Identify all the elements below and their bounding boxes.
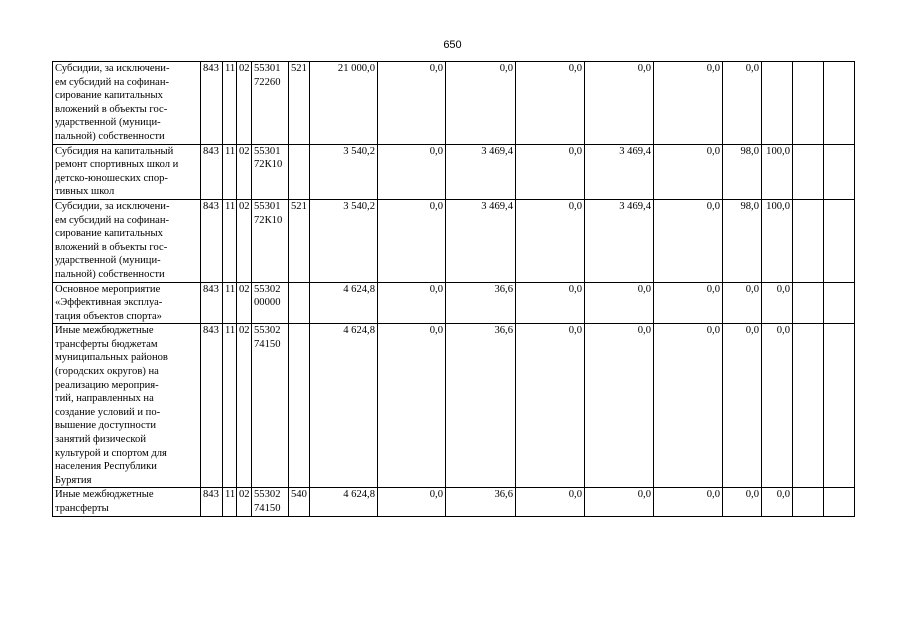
value-cell-3: 36,6 xyxy=(446,282,516,324)
row-name-cell xyxy=(53,144,201,199)
row-name-cell xyxy=(53,324,201,488)
row-name-line: «Эффективная эксплуа- xyxy=(55,297,163,309)
section-code-cell: 11 xyxy=(223,488,237,516)
value-cell-6: 0,0 xyxy=(654,62,723,145)
row-name-line: трансферты xyxy=(55,503,109,514)
value-cell-6: 0,0 xyxy=(654,199,723,282)
value-cell-6: 0,0 xyxy=(654,144,723,199)
value-cell-2: 0,0 xyxy=(378,144,446,199)
value-cell-1: 21 000,0 xyxy=(310,62,378,145)
empty-cell xyxy=(793,62,824,145)
row-name-line: Субсидия на капитальный xyxy=(55,145,174,157)
value-cell-1: 4 624,8 xyxy=(310,282,378,324)
budget-table xyxy=(52,61,855,517)
value-cell-7: 98,0 xyxy=(723,199,762,282)
value-cell-8: 0,0 xyxy=(762,282,793,324)
value-cell-4: 0,0 xyxy=(516,144,585,199)
target-article-code-line: 55301 xyxy=(254,200,281,212)
target-article-code-line: 74150 xyxy=(254,503,281,514)
target-article-code-cell xyxy=(252,62,289,145)
row-name-line: сирование капитальных xyxy=(55,90,163,102)
empty-cell xyxy=(793,282,824,324)
subsection-code-cell: 02 xyxy=(237,488,252,516)
target-article-code-line: 55301 xyxy=(254,63,281,74)
value-cell-1: 4 624,8 xyxy=(310,324,378,488)
value-cell-7: 0,0 xyxy=(723,324,762,488)
value-cell-5: 0,0 xyxy=(585,282,654,324)
value-cell-4: 0,0 xyxy=(516,62,585,145)
expense-type-cell xyxy=(289,324,310,488)
value-cell-3: 3 469,4 xyxy=(446,199,516,282)
row-name-line: детско-юношеских спор- xyxy=(55,172,168,184)
grbs-code-cell: 843 xyxy=(201,144,223,199)
expense-type-cell xyxy=(289,282,310,324)
section-code-cell: 11 xyxy=(223,62,237,145)
target-article-code-cell xyxy=(252,144,289,199)
subsection-code-cell: 02 xyxy=(237,282,252,324)
value-cell-1: 3 540,2 xyxy=(310,199,378,282)
target-article-code-line: 72К10 xyxy=(254,214,283,226)
row-name-line: Иные межбюджетные xyxy=(55,325,154,337)
grbs-code-cell: 843 xyxy=(201,282,223,324)
row-name-cell xyxy=(53,62,201,145)
section-code-cell: 11 xyxy=(223,282,237,324)
row-name-line: Иные межбюджетные xyxy=(55,489,154,501)
value-cell-2: 0,0 xyxy=(378,199,446,282)
row-name-line: ремонт спортивных школ и xyxy=(55,159,179,171)
empty-cell xyxy=(824,199,855,282)
value-cell-4: 0,0 xyxy=(516,488,585,516)
expense-type-cell: 521 xyxy=(289,199,310,282)
row-name-line: занятий физической xyxy=(55,434,147,446)
row-name-cell xyxy=(53,282,201,324)
value-cell-7: 0,0 xyxy=(723,488,762,516)
target-article-code-cell xyxy=(252,199,289,282)
value-cell-8: 100,0 xyxy=(762,199,793,282)
value-cell-7: 0,0 xyxy=(723,282,762,324)
empty-cell xyxy=(824,144,855,199)
grbs-code-cell: 843 xyxy=(201,488,223,516)
target-article-code-line: 00000 xyxy=(254,297,281,309)
target-article-code-line: 55301 xyxy=(254,145,281,157)
row-name-line: тивных школ xyxy=(55,186,115,198)
table-row xyxy=(53,324,855,488)
empty-cell xyxy=(793,324,824,488)
row-name-cell xyxy=(53,199,201,282)
row-name-line: Субсидии, за исключени- xyxy=(55,63,170,74)
value-cell-8 xyxy=(762,62,793,145)
row-name-line: ударственной (муници- xyxy=(55,117,161,129)
subsection-code-cell: 02 xyxy=(237,324,252,488)
value-cell-6: 0,0 xyxy=(654,324,723,488)
target-article-code-cell xyxy=(252,324,289,488)
subsection-code-cell: 02 xyxy=(237,144,252,199)
target-article-code-line: 72К10 xyxy=(254,159,283,171)
value-cell-3: 36,6 xyxy=(446,488,516,516)
table-row xyxy=(53,62,855,145)
subsection-code-cell: 02 xyxy=(237,62,252,145)
value-cell-2: 0,0 xyxy=(378,324,446,488)
empty-cell xyxy=(824,324,855,488)
value-cell-4: 0,0 xyxy=(516,282,585,324)
target-article-code-line: 55302 xyxy=(254,283,281,295)
row-name-line: трансферты бюджетам xyxy=(55,338,158,350)
row-name-line: вложений в объекты гос- xyxy=(55,103,168,115)
value-cell-6: 0,0 xyxy=(654,282,723,324)
row-name-line: населения Республики xyxy=(55,461,157,473)
table-row xyxy=(53,488,855,516)
expense-type-cell: 521 xyxy=(289,62,310,145)
expense-type-cell xyxy=(289,144,310,199)
grbs-code-cell: 843 xyxy=(201,199,223,282)
row-name-cell xyxy=(53,488,201,516)
empty-cell xyxy=(824,282,855,324)
value-cell-2: 0,0 xyxy=(378,62,446,145)
value-cell-3: 3 469,4 xyxy=(446,144,516,199)
target-article-code-line: 74150 xyxy=(254,338,281,350)
row-name-line: пальной) собственности xyxy=(55,130,165,142)
table-row xyxy=(53,144,855,199)
row-name-line: реализацию мероприя- xyxy=(55,379,159,391)
section-code-cell: 11 xyxy=(223,144,237,199)
row-name-line: ударственной (муници- xyxy=(55,255,161,267)
row-name-line: создание условий и по- xyxy=(55,406,161,418)
row-name-line: вложений в объекты гос- xyxy=(55,241,168,253)
target-article-code-line: 72260 xyxy=(254,76,281,88)
target-article-code-line: 55302 xyxy=(254,325,281,337)
grbs-code-cell: 843 xyxy=(201,62,223,145)
value-cell-5: 0,0 xyxy=(585,488,654,516)
section-code-cell: 11 xyxy=(223,199,237,282)
value-cell-3: 0,0 xyxy=(446,62,516,145)
value-cell-8: 0,0 xyxy=(762,488,793,516)
value-cell-5: 3 469,4 xyxy=(585,144,654,199)
row-name-line: Бурятия xyxy=(55,474,92,486)
value-cell-5: 0,0 xyxy=(585,62,654,145)
empty-cell xyxy=(824,488,855,516)
value-cell-3: 36,6 xyxy=(446,324,516,488)
page-number: 650 xyxy=(443,39,462,51)
section-code-cell: 11 xyxy=(223,324,237,488)
value-cell-4: 0,0 xyxy=(516,324,585,488)
row-name-line: ем субсидий на софинан- xyxy=(55,76,170,88)
row-name-line: пальной) собственности xyxy=(55,268,165,280)
empty-cell xyxy=(824,62,855,145)
row-name-line: Основное мероприятие xyxy=(55,283,161,295)
subsection-code-cell: 02 xyxy=(237,199,252,282)
value-cell-8: 0,0 xyxy=(762,324,793,488)
row-name-line: вышение доступности xyxy=(55,420,157,432)
row-name-line: (городских округов) на xyxy=(55,366,159,378)
table-row xyxy=(53,282,855,324)
value-cell-5: 3 469,4 xyxy=(585,199,654,282)
row-name-line: муниципальных районов xyxy=(55,352,168,364)
target-article-code-line: 55302 xyxy=(254,489,281,501)
value-cell-2: 0,0 xyxy=(378,282,446,324)
value-cell-7: 98,0 xyxy=(723,144,762,199)
row-name-line: культурой и спортом для xyxy=(55,447,167,459)
empty-cell xyxy=(793,199,824,282)
table-row xyxy=(53,199,855,282)
target-article-code-cell xyxy=(252,488,289,516)
value-cell-4: 0,0 xyxy=(516,199,585,282)
value-cell-5: 0,0 xyxy=(585,324,654,488)
row-name-line: тация объектов спорта» xyxy=(55,310,162,322)
value-cell-8: 100,0 xyxy=(762,144,793,199)
value-cell-1: 4 624,8 xyxy=(310,488,378,516)
empty-cell xyxy=(793,144,824,199)
value-cell-6: 0,0 xyxy=(654,488,723,516)
value-cell-1: 3 540,2 xyxy=(310,144,378,199)
row-name-line: Субсидии, за исключени- xyxy=(55,200,170,212)
empty-cell xyxy=(793,488,824,516)
target-article-code-cell xyxy=(252,282,289,324)
row-name-line: ем субсидий на софинан- xyxy=(55,214,170,226)
row-name-line: сирование капитальных xyxy=(55,228,163,240)
value-cell-2: 0,0 xyxy=(378,488,446,516)
row-name-line: тий, направленных на xyxy=(55,393,154,405)
grbs-code-cell: 843 xyxy=(201,324,223,488)
value-cell-7: 0,0 xyxy=(723,62,762,145)
expense-type-cell: 540 xyxy=(289,488,310,516)
